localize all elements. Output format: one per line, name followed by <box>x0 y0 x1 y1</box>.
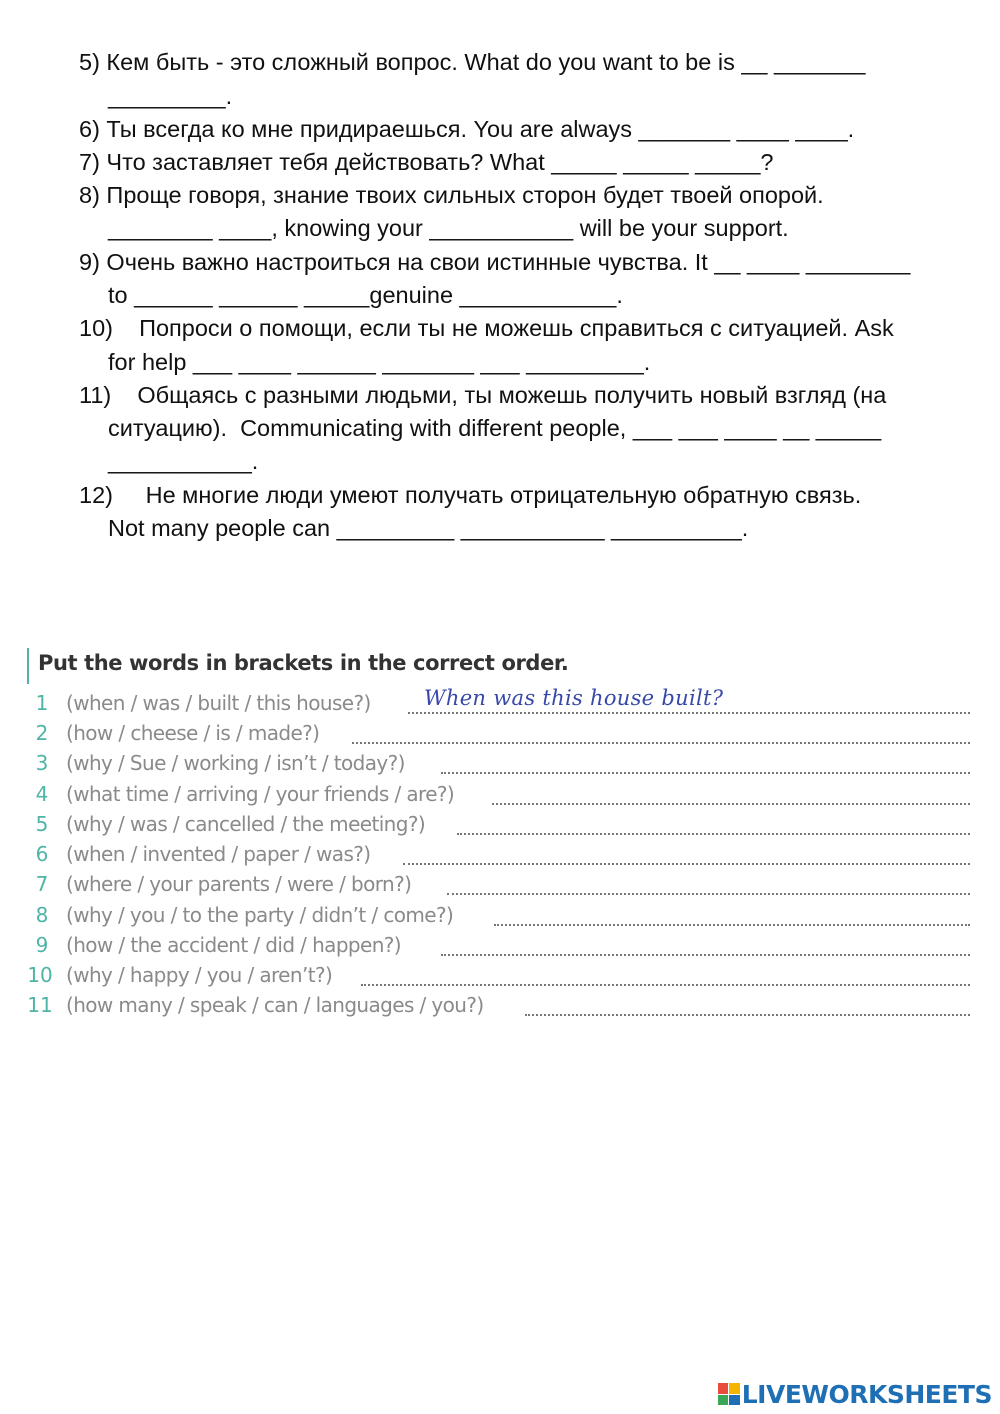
exercise-row-10 <box>0 960 1000 990</box>
answer-line[interactable] <box>492 803 970 805</box>
exercise-row-9 <box>0 930 1000 960</box>
answer-line[interactable] <box>352 742 970 744</box>
item-12-line-1: 12) Не многие люди умеют получать отрицательную обратную связь. <box>79 482 862 508</box>
answer-line[interactable] <box>441 954 970 956</box>
exercise-row-4 <box>0 779 1000 809</box>
answer-line[interactable] <box>525 1014 970 1016</box>
item-5-line-2: _________. <box>108 83 233 109</box>
item-8-line-1: 8) Проще говоря, знание твоих сильных сторон будет твоей опорой. <box>79 182 824 208</box>
item-11-line-1: 11) Общаясь с разными людьми, ты можешь получить новый взгляд (на <box>79 382 887 408</box>
answer-line[interactable] <box>457 833 970 835</box>
item-7: 7) Что заставляет тебя действовать? What _____ _____ _____? <box>79 149 774 175</box>
item-prompt: (how many / speak / can / languages / you?) <box>66 993 484 1017</box>
answer-line[interactable] <box>441 772 970 774</box>
exercise-row-8 <box>0 900 1000 930</box>
exercise-title: Put the words in brackets in the correct order. <box>38 651 569 675</box>
item-number: 11 <box>27 993 53 1017</box>
item-prompt: (what time / arriving / your friends / are?) <box>66 782 455 806</box>
item-11-line-3: ___________. <box>108 448 259 474</box>
exercise-row-11 <box>0 990 1000 1020</box>
item-number: 1 <box>35 691 49 715</box>
item-10-line-2: for help ___ ____ ______ _______ ___ _________. <box>108 349 651 375</box>
item-prompt: (why / was / cancelled / the meeting?) <box>66 812 426 836</box>
item-5-line-1: 5) Кем быть - это сложный вопрос. What do you want to be is __ _______ <box>79 49 866 75</box>
item-prompt: (when / invented / paper / was?) <box>66 842 371 866</box>
exercise-row-7 <box>0 869 1000 899</box>
brand-name: LIVEWORKSHEETS <box>741 1379 992 1409</box>
liveworksheets-logo-icon <box>718 1383 740 1405</box>
item-number: 3 <box>35 751 49 775</box>
item-prompt: (why / you / to the party / didn’t / come?) <box>66 903 454 927</box>
item-9-line-2: to ______ ______ _____genuine ____________. <box>108 282 623 308</box>
answer-line[interactable] <box>494 924 970 926</box>
liveworksheets-logo[interactable] <box>718 1378 992 1410</box>
item-10-line-1: 10) Попроси о помощи, если ты не можешь справиться с ситуацией. Ask <box>79 315 894 341</box>
answer-line[interactable] <box>361 984 970 986</box>
item-number: 10 <box>27 963 53 987</box>
item-12-line-2: Not many people can _________ ___________ __________. <box>108 515 749 541</box>
answer-line[interactable] <box>403 863 970 865</box>
item-prompt: (why / Sue / working / isn’t / today?) <box>66 751 405 775</box>
section-accent-bar <box>27 648 29 684</box>
answer-line[interactable] <box>408 712 970 714</box>
exercise-row-5 <box>0 809 1000 839</box>
item-11-line-2: ситуацию). Communicating with different people, ___ ___ ____ __ _____ <box>108 415 882 441</box>
exercise-row-1 <box>0 688 1000 718</box>
item-number: 4 <box>35 782 49 806</box>
item-prompt: (where / your parents / were / born?) <box>66 872 412 896</box>
item-prompt: (why / happy / you / aren’t?) <box>66 963 333 987</box>
exercise-row-6 <box>0 839 1000 869</box>
item-8-line-2: ________ ____, knowing your ___________ will be your support. <box>108 215 789 241</box>
handwritten-answer: When was this house built? <box>424 686 724 710</box>
item-prompt: (how / cheese / is / made?) <box>66 721 320 745</box>
item-9-line-1: 9) Очень важно настроиться на свои истинные чувства. It __ ____ ________ <box>79 249 911 275</box>
item-number: 2 <box>35 721 49 745</box>
exercise-row-3 <box>0 748 1000 778</box>
item-number: 9 <box>35 933 49 957</box>
answer-line[interactable] <box>447 893 970 895</box>
item-number: 7 <box>35 872 49 896</box>
item-prompt: (when / was / built / this house?) <box>66 691 371 715</box>
item-number: 8 <box>35 903 49 927</box>
item-number: 5 <box>35 812 49 836</box>
item-number: 6 <box>35 842 49 866</box>
item-6: 6) Ты всегда ко мне придираешься. You are always _______ ____ ____. <box>79 116 855 142</box>
item-prompt: (how / the accident / did / happen?) <box>66 933 402 957</box>
exercise-row-2 <box>0 718 1000 748</box>
